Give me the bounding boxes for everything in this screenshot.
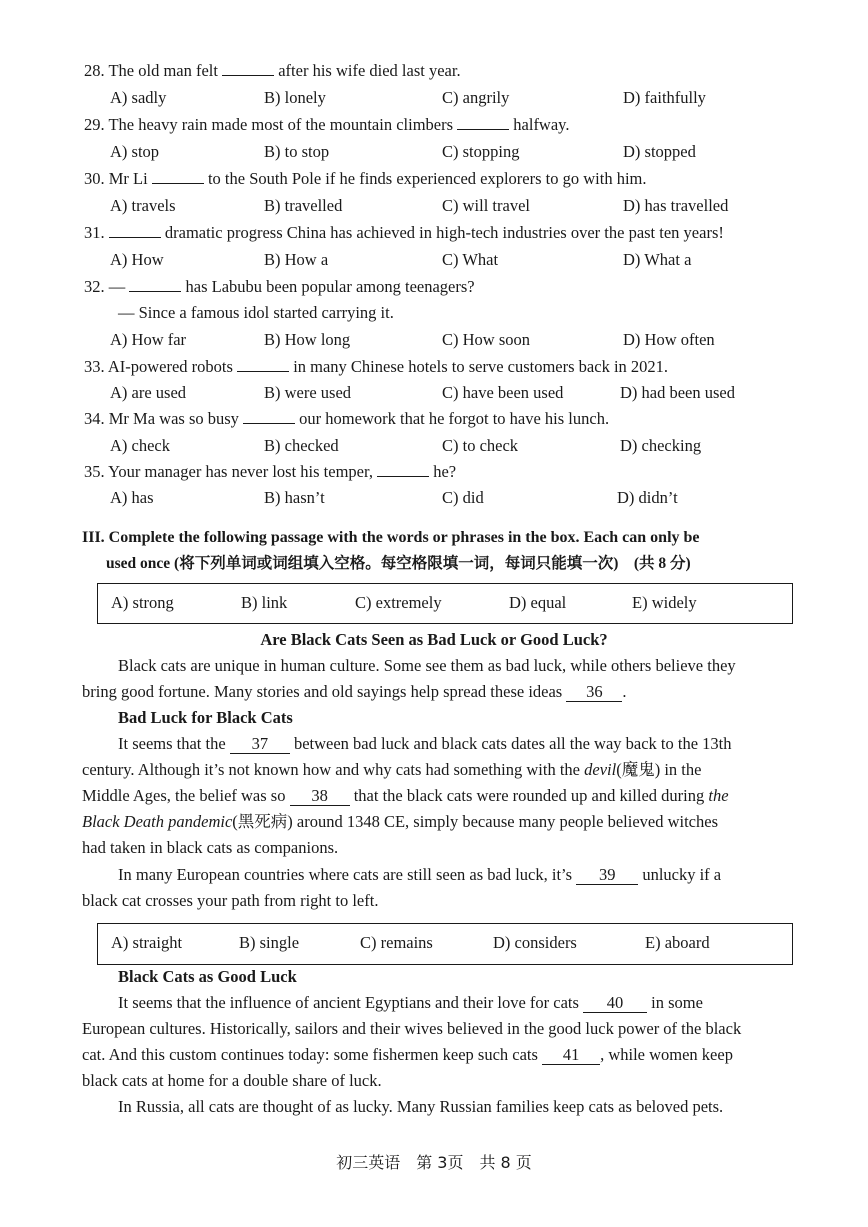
paragraph-text: bring good fortune. Many stories and old sayings help spread these ideas	[82, 682, 567, 701]
option-d: D) stopped	[623, 142, 696, 161]
question-text: The heavy rain made most of the mountain climbers	[108, 115, 458, 134]
paragraph-text: , while women keep	[600, 1045, 733, 1064]
answer-blank	[152, 169, 204, 184]
paragraph-text: In many European countries where cats are still seen as bad luck, it’s	[118, 865, 577, 884]
word-option: E) widely	[632, 593, 697, 612]
paragraph-line: had taken in black cats as companions.	[82, 838, 339, 857]
question-32	[84, 277, 475, 297]
option-a: A) are used	[110, 383, 187, 402]
paragraph-text: Black Death pandemic	[82, 812, 233, 831]
paragraph-line	[82, 760, 701, 780]
paragraph-text: Middle Ages, the belief was so	[82, 786, 290, 805]
question-text: —	[108, 277, 130, 296]
word-option: C) remains	[360, 933, 433, 952]
option-d: D) faithfully	[623, 88, 706, 107]
option-d: D) has travelled	[623, 196, 729, 215]
paragraph-line	[118, 865, 721, 885]
paragraph-line	[82, 786, 729, 806]
paragraph-text: devil	[584, 760, 617, 779]
option-b: B) hasn’t	[264, 488, 325, 507]
option-a: A) How	[110, 250, 164, 269]
option-b: B) checked	[264, 436, 339, 455]
subheading-bad-luck: Bad Luck for Black Cats	[118, 708, 293, 727]
word-option: C) extremely	[355, 593, 442, 612]
option-c: C) angrily	[442, 88, 510, 107]
paragraph-text: It seems that the influence of ancient Egyptians and their love for cats	[118, 993, 584, 1012]
option-c: C) will travel	[442, 196, 530, 215]
paragraph-text: that the black cats were rounded up and killed during	[349, 786, 709, 805]
word-option: D) considers	[493, 933, 577, 952]
answer-blank	[377, 462, 429, 477]
word-option: A) strong	[111, 593, 174, 612]
answer-blank	[109, 223, 161, 238]
option-a: A) check	[110, 436, 171, 455]
answer-blank	[457, 115, 509, 130]
option-c: C) What	[442, 250, 499, 269]
option-b: B) How a	[264, 250, 329, 269]
option-c: C) did	[442, 488, 484, 507]
page-footer: 初三英语 第 3页 共 8 页	[336, 1153, 532, 1172]
paragraph-text: between bad luck and black cats dates all the way back to the 13th	[289, 734, 732, 753]
option-a: A) travels	[110, 196, 176, 215]
blank-37: 37	[230, 735, 290, 754]
section-heading: III. Complete the following passage with the words or phrases in the box. Each can only be	[82, 529, 700, 546]
answer-blank	[222, 61, 274, 76]
option-d: D) What a	[623, 250, 692, 269]
option-b: B) lonely	[264, 88, 326, 107]
option-b: B) travelled	[264, 196, 343, 215]
question-number: 29.	[84, 115, 105, 134]
question-text: has Labubu been popular among teenagers?	[181, 277, 475, 296]
blank-39: 39	[576, 866, 638, 885]
blank-38: 38	[290, 787, 350, 806]
option-d: D) didn’t	[617, 488, 678, 507]
section-heading-cont: used once (将下列单词或词组填入空格。每空格限填一词，每词只能填一次) (共 8 分)	[106, 555, 691, 572]
paragraph-line	[82, 1045, 733, 1065]
paragraph-text: .	[622, 682, 627, 701]
question-text: AI-powered robots	[107, 357, 238, 376]
options-29	[0, 142, 868, 162]
options-32	[0, 330, 868, 350]
option-d: D) How often	[623, 330, 715, 349]
answer-blank	[237, 357, 289, 372]
option-c: C) stopping	[442, 142, 520, 161]
question-text: dramatic progress China has achieved in high-tech industries over the past ten years!	[160, 223, 724, 242]
paragraph-line: European cultures. Historically, sailors and their wives believed in the good luck power of the black	[82, 1019, 742, 1038]
option-c: C) have been used	[442, 383, 564, 402]
paragraph-line: In Russia, all cats are thought of as lucky. Many Russian families keep cats as beloved pets.	[118, 1097, 724, 1116]
word-box-1	[97, 583, 793, 624]
options-28	[0, 88, 868, 108]
answer-blank	[129, 277, 181, 292]
option-a: A) How far	[110, 330, 187, 349]
question-text: halfway.	[509, 115, 570, 134]
question-number: 31.	[84, 223, 105, 242]
word-option: E) aboard	[645, 933, 710, 952]
word-option: D) equal	[509, 593, 567, 612]
question-number: 34.	[84, 409, 105, 428]
paragraph-text: in some	[647, 993, 703, 1012]
question-35	[84, 462, 456, 482]
paragraph-text: the	[708, 786, 729, 805]
paragraph-text: century. Although it’s not known how and why cats had something with the	[82, 760, 585, 779]
question-text: Mr Ma was so busy	[108, 409, 244, 428]
question-number: 33.	[84, 357, 105, 376]
paragraph-text: cat. And this custom continues today: some fishermen keep such cats	[82, 1045, 543, 1064]
question-text: to the South Pole if he finds experienced explorers to go with him.	[203, 169, 647, 188]
word-option: A) straight	[111, 933, 183, 952]
option-d: D) had been used	[620, 383, 736, 402]
paragraph-line	[118, 734, 732, 754]
paragraph-line: black cats at home for a double share of luck.	[82, 1071, 382, 1090]
paragraph-text: (魔鬼) in the	[616, 760, 702, 779]
word-option: B) single	[239, 933, 300, 952]
question-number: 35.	[84, 462, 105, 481]
paragraph-line	[82, 682, 626, 702]
options-33	[0, 383, 868, 403]
question-29	[84, 115, 569, 135]
option-b: B) to stop	[264, 142, 330, 161]
question-text: The old man felt	[108, 61, 223, 80]
question-34	[84, 409, 609, 429]
blank-36: 36	[566, 683, 622, 702]
options-31	[0, 250, 868, 270]
passage-title: Are Black Cats Seen as Bad Luck or Good Luck?	[260, 630, 608, 649]
question-32-reply: — Since a famous idol started carrying it.	[118, 303, 394, 322]
option-b: B) How long	[264, 330, 351, 349]
option-c: C) to check	[442, 436, 519, 455]
option-d: D) checking	[620, 436, 702, 455]
options-35	[0, 488, 868, 508]
subheading-good-luck: Black Cats as Good Luck	[118, 967, 297, 986]
paragraph-line: Black cats are unique in human culture. Some see them as bad luck, while others believe they	[118, 656, 736, 675]
option-b: B) were used	[264, 383, 352, 402]
option-a: A) has	[110, 488, 154, 507]
word-option: B) link	[241, 593, 288, 612]
paragraph-text: (黑死病) around 1348 CE, simply because many people believed witches	[232, 812, 718, 831]
paragraph-line: black cat crosses your path from right to left.	[82, 891, 379, 910]
blank-40: 40	[583, 994, 647, 1013]
question-30	[84, 169, 647, 189]
question-text: Your manager has never lost his temper,	[108, 462, 378, 481]
question-text: he?	[429, 462, 457, 481]
question-31	[84, 223, 724, 243]
paragraph-line	[118, 993, 703, 1013]
option-a: A) sadly	[110, 88, 167, 107]
question-text: Mr Li	[108, 169, 152, 188]
question-number: 32.	[84, 277, 105, 296]
question-text: our homework that he forgot to have his lunch.	[295, 409, 610, 428]
paragraph-text: unlucky if a	[638, 865, 722, 884]
answer-blank	[243, 409, 295, 424]
question-33	[84, 357, 668, 377]
paragraph-line	[82, 812, 718, 832]
question-text: after his wife died last year.	[274, 61, 461, 80]
question-text: in many Chinese hotels to serve customers back in 2021.	[289, 357, 669, 376]
question-28	[84, 61, 461, 81]
option-a: A) stop	[110, 142, 160, 161]
question-number: 28.	[84, 61, 105, 80]
options-30	[0, 196, 868, 216]
blank-41: 41	[542, 1046, 600, 1065]
question-number: 30.	[84, 169, 105, 188]
word-box-2	[97, 923, 793, 965]
option-c: C) How soon	[442, 330, 531, 349]
paragraph-text: It seems that the	[118, 734, 230, 753]
options-34	[0, 436, 868, 456]
